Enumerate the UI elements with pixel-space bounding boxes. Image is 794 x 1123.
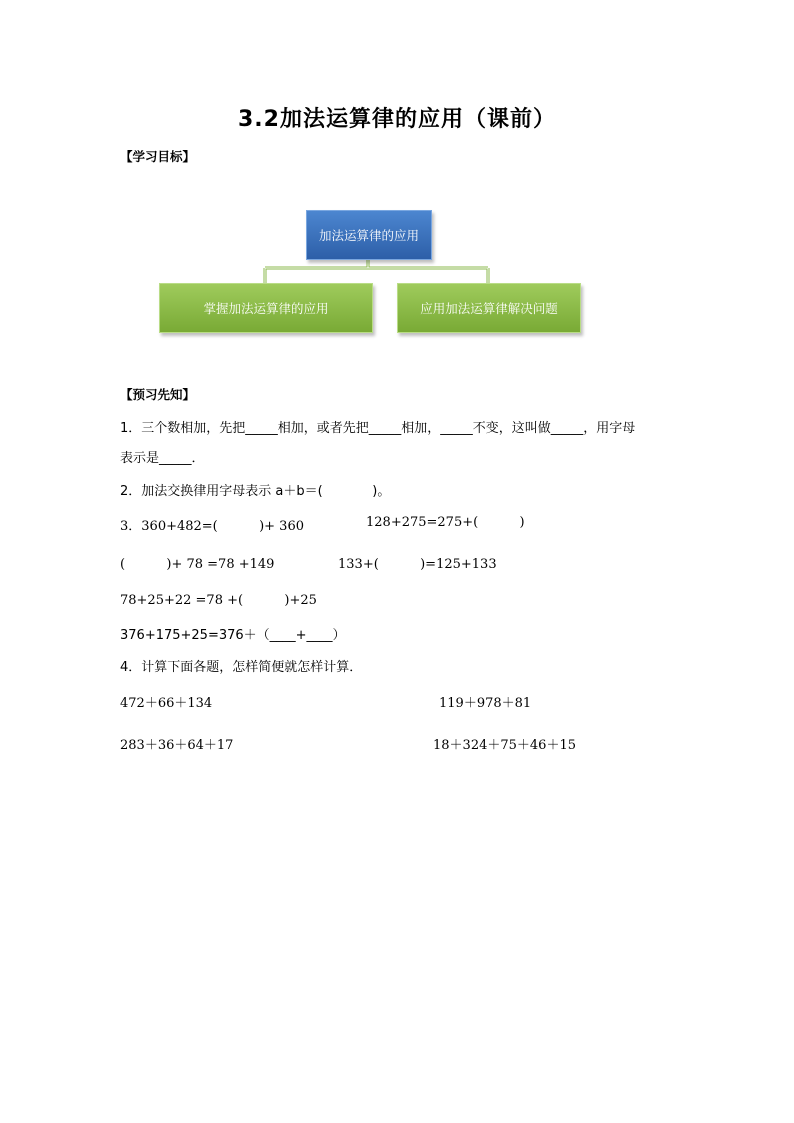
question-3-d: 133+( )=125+133 bbox=[338, 557, 497, 572]
page-title: 3.2加法运算律的应用（课前） bbox=[238, 107, 556, 132]
question-3-f: 376+175+25=376＋（____+____） bbox=[120, 628, 346, 643]
question-4: 4．计算下面各题，怎样简便就怎样计算． bbox=[120, 660, 363, 675]
calc-2: 119＋978＋81 bbox=[439, 696, 532, 711]
question-1-line-2: 表示是_____． bbox=[120, 451, 205, 466]
calc-3: 283＋36＋64＋17 bbox=[120, 738, 234, 753]
diagram-right-box: 应用加法运算律解决问题 bbox=[397, 283, 581, 333]
section-preview: 【预习先知】 bbox=[120, 387, 196, 402]
question-3-b: 128+275=275+( ) bbox=[366, 515, 525, 530]
diagram-connectors bbox=[0, 0, 794, 400]
diagram-left-box: 掌握加法运算律的应用 bbox=[159, 283, 373, 333]
section-objectives: 【学习目标】 bbox=[120, 149, 196, 164]
question-3-c: ( )+ 78 =78 +149 bbox=[120, 557, 275, 572]
question-1-line-1: 1．三个数相加，先把_____相加，或者先把_____相加，_____不变，这叫做_____，用字母 bbox=[120, 421, 636, 436]
question-3-e: 78+25+22 =78 +( )+25 bbox=[120, 593, 317, 608]
diagram-root-box: 加法运算律的应用 bbox=[306, 210, 432, 260]
calc-1: 472＋66＋134 bbox=[120, 696, 213, 711]
question-2: 2．加法交换律用字母表示 a＋b＝( )。 bbox=[120, 484, 391, 499]
question-3-a: 3．360+482=( )+ 360 bbox=[120, 519, 304, 534]
calc-4: 18＋324＋75＋46＋15 bbox=[433, 738, 576, 753]
